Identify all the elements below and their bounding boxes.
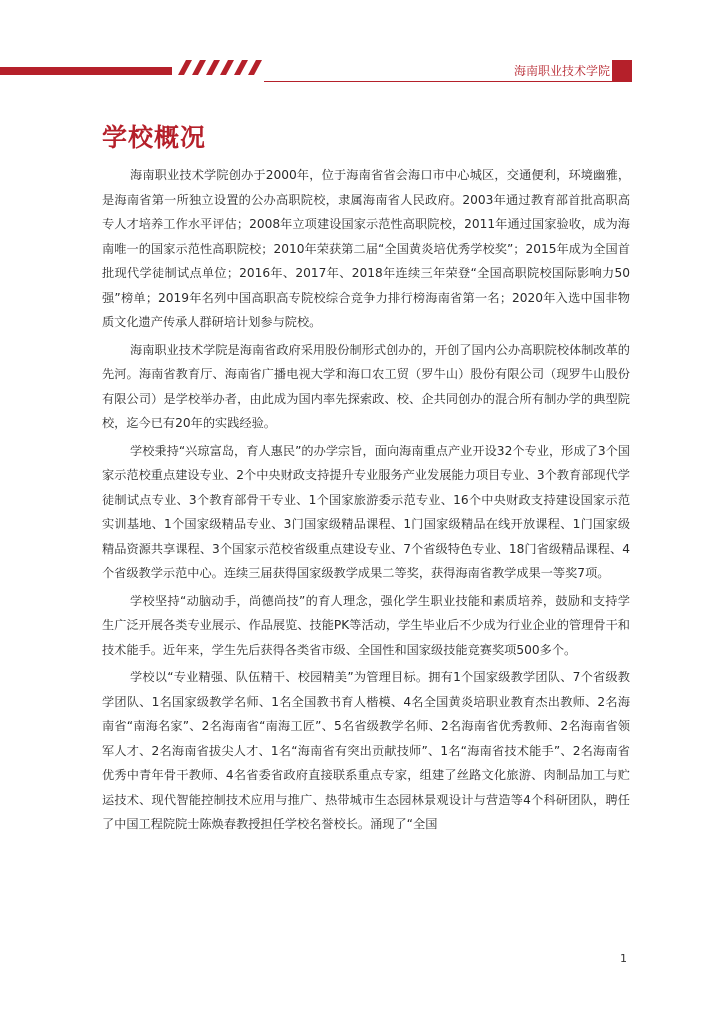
body-text [102,163,630,840]
paragraph-governance: 海南职业技术学院是海南省政府采用股份制形式创办的，开创了国内公办高职院校体制改革的先河。海南省教育厅、海南省广播电视大学和海口农工贸（罗牛山）股份有限公司（现罗牛山股份有限公司）是学校举办者，由此成为国内率先探索政、校、企共同创办的混合所有制办学的典型院校，迄今已有20年的实践经验。 [102,342,630,430]
header-title: 海南职业技术学院 [513,64,610,78]
paragraph-history: 海南职业技术学院创办于2000年，位于海南省省会海口市中心城区，交通便利，环境幽雅，是海南省第一所独立设置的公办高职院校，隶属海南省人民政府。2003年通过教育部首批高职高专人才培养工作水平评估；2008年立项建设国家示范性高职院校，2011年通过国家验收，成为海南唯一的国家示范性高职院校；2010年荣获第二届“全国黄炎培优秀学校奖”；2015年成为全国首批现代学徒制试点单位；2016年、2017年、2018年连续三年荣登“全国高职院校国际影响力50强”榜单；2019年名列中国高职高专院校综合竞争力排行榜海南省第一名；2020年入选中国非物质文化遗产传承人群研培计划参与院校。 [102,168,631,329]
header-diagonal-stripes [178,60,262,75]
page-title: 学校概况 [102,123,207,152]
header-bar-left [0,67,172,75]
paragraph-faculty: 学校以“专业精强、队伍精干、校园精美”为管理目标。拥有1个国家级教学团队、7个省级教学团队、1名国家级教学名师、1名全国教书育人楷模、4名全国黄炎培职业教育杰出教师、2名海南省“南海名家”、2名海南省“南海工匠”、5名省级教学名师、2名海南省优秀教师、2名海南省领军人才、2名海南省拔尖人才、1名“海南省有突出贡献技师”、1名“海南省技术能手”、2名海南省优秀中青年骨干教师、4名省委省政府直接联系重点专家，组建了丝路文化旅游、肉制品加工与贮运技术、现代智能控制技术应用与推广、热带城市生态园林景观设计与营造等4个科研团队，聘任了中国工程院院士陈焕春教授担任学校名誉校长。涌现了“全国 [102,670,630,831]
header-tab-decoration [612,60,632,82]
paragraph-programs: 学校秉持“兴琼富岛，育人惠民”的办学宗旨，面向海南重点产业开设32个专业，形成了3个国家示范校重点建设专业、2个中央财政支持提升专业服务产业发展能力项目专业、3个教育部现代学徒制试点专业、3个教育部骨干专业、1个国家旅游委示范专业、16个中央财政支持建设国家示范实训基地、1个国家级精品专业、3门国家级精品课程、1门国家级精品在线开放课程、1门国家级精品资源共享课程、3个国家示范校省级重点建设专业、7个省级特色专业、18门省级精品课程、4个省级教学示范中心。连续三届获得国家级教学成果二等奖，获得海南省教学成果一等奖7项。 [102,443,630,580]
paragraph-education-philosophy: 学校坚持“动脑动手，尚德尚技”的育人理念，强化学生职业技能和素质培养，鼓励和支持学生广泛开展各类专业展示、作品展览、技能PK等活动，学生毕业后不少成为行业企业的管理骨干和技术能手。近年来，学生先后获得各类省市级、全国性和国家级技能竞赛奖项500多个。 [102,593,630,657]
page-number: 1 [620,952,627,965]
